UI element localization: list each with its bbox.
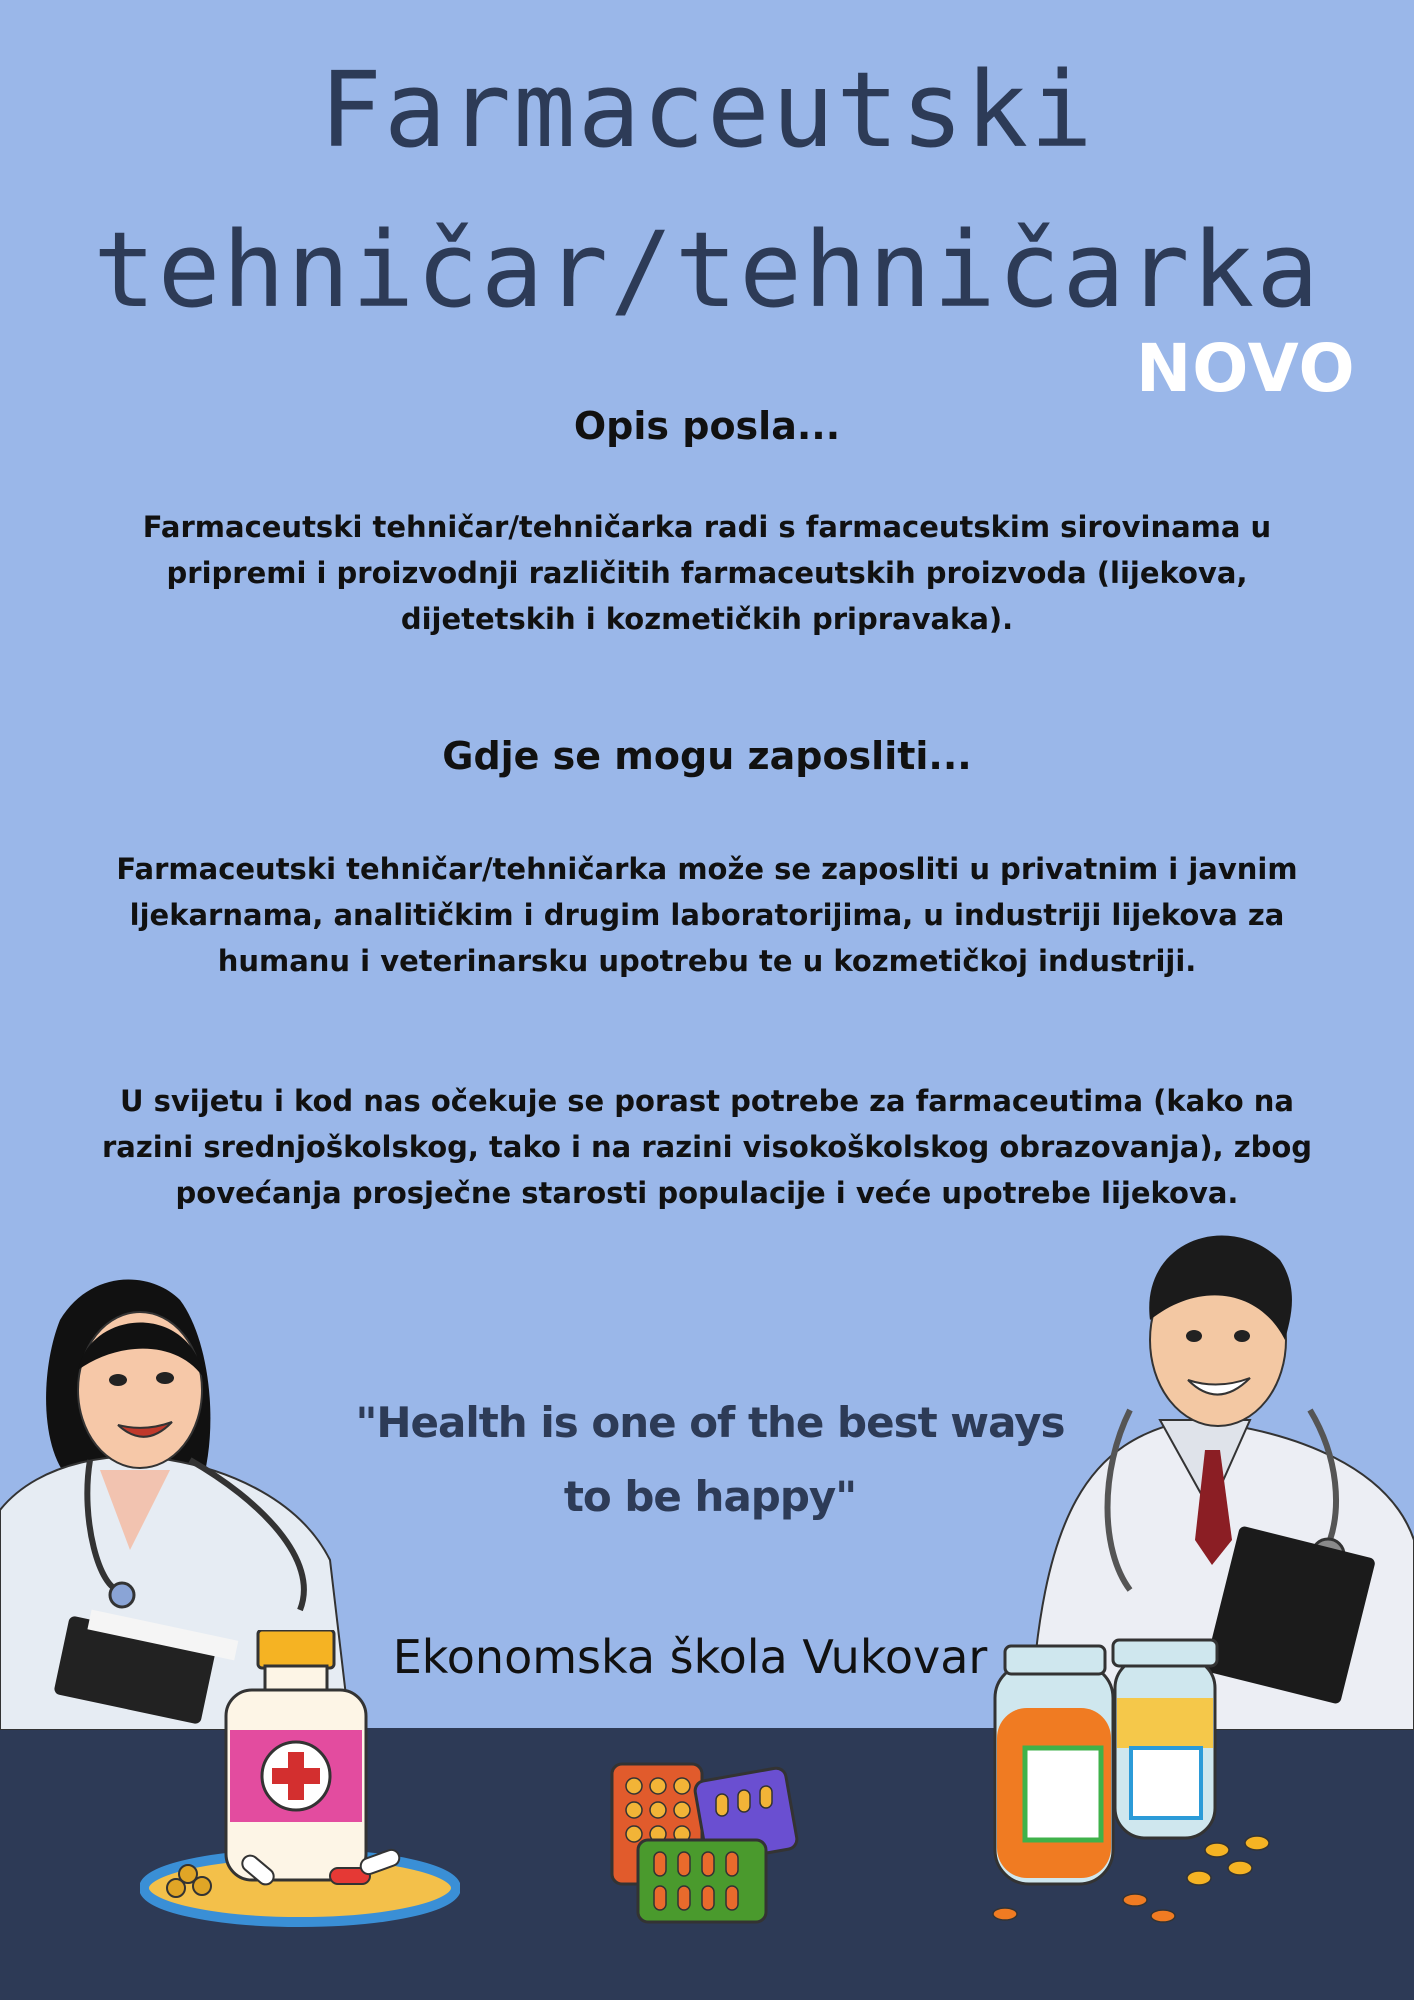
title-line-2: tehničar/tehničarka bbox=[93, 209, 1321, 331]
quote bbox=[330, 1386, 1090, 1534]
new-badge: NOVO bbox=[1136, 330, 1356, 407]
quote-line-2: to be happy" bbox=[563, 1472, 857, 1521]
job-description-text: Farmaceutski tehničar/tehničarka radi s farmaceutskim sirovinama u pripremi i proizvodnji različitih farmaceutskih proizvoda (lijekova, dijetetskih i kozmetičkih pripravaka). bbox=[142, 510, 1272, 636]
school-name: Ekonomska škola Vukovar bbox=[392, 1630, 988, 1684]
outlook-text: U svijetu i kod nas očekuje se porast potrebe za farmaceutima (kako na razini srednjoškolskog, tako i na razini visokoškolskog obrazovanja), zbog povećanja prosječne starosti populacije i veće upotrebe lijekova. bbox=[101, 1084, 1313, 1210]
pill-blister-packs-icon bbox=[608, 1760, 808, 1930]
quote-line-1: "Health is one of the best ways bbox=[355, 1398, 1065, 1447]
title-line-1: Farmaceutski bbox=[319, 49, 1095, 171]
employment-text: Farmaceutski tehničar/tehničarka može se zaposliti u privatnim i javnim ljekarnama, analitičkim i drugim laboratorijima, u industriji lijekova za humanu i veterinarsku upotrebu te u kozmetičkoj industriji. bbox=[116, 852, 1298, 978]
section-heading-employment: Gdje se mogu zaposliti... bbox=[442, 734, 972, 778]
section-heading-job-description: Opis posla... bbox=[573, 404, 841, 448]
